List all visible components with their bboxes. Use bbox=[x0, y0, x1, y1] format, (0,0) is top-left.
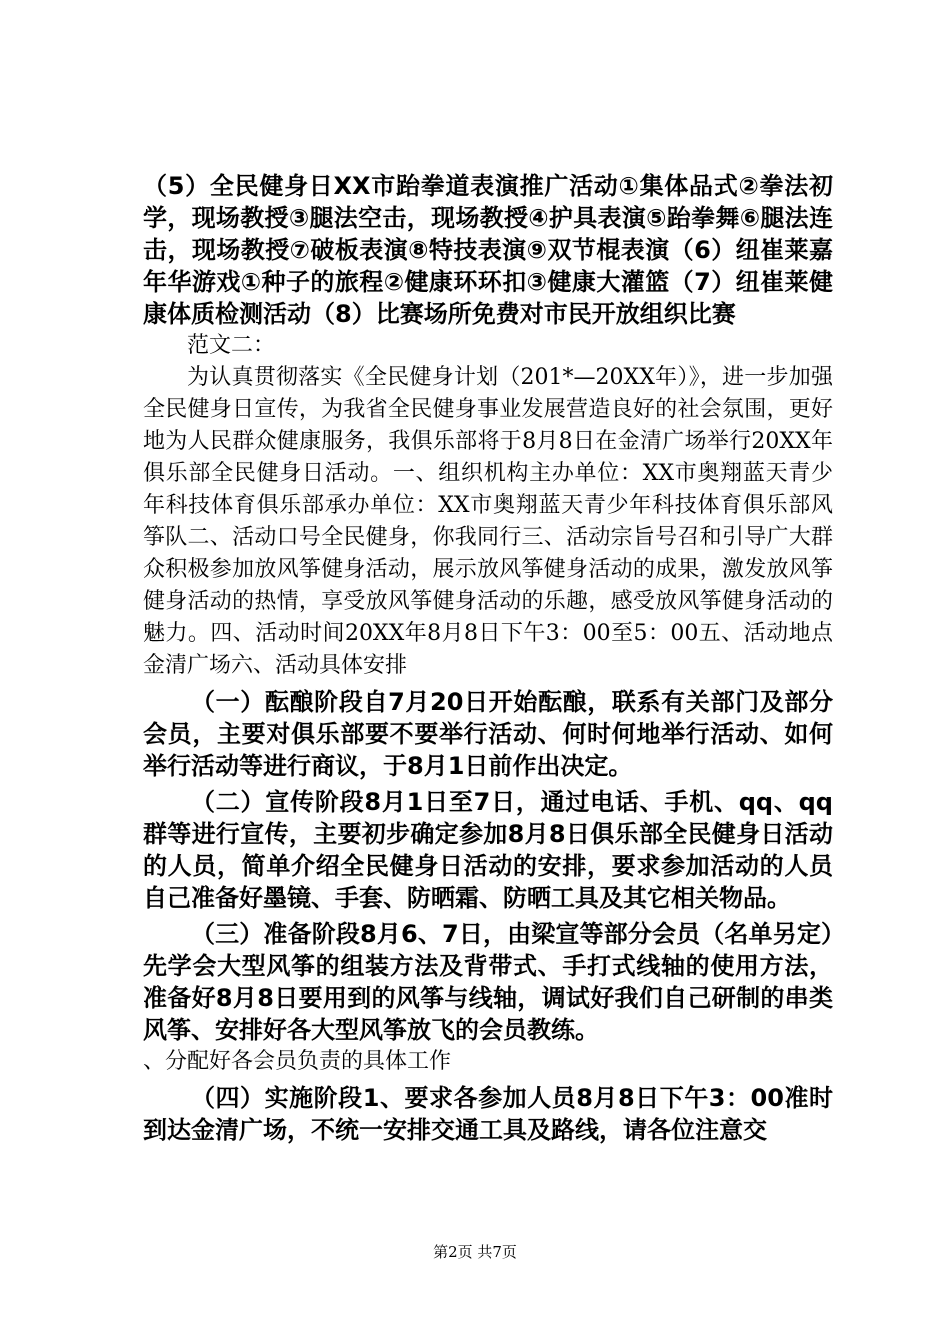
document-body bbox=[143, 170, 833, 1146]
paragraph-sample-two-heading: 范文二： bbox=[187, 333, 276, 358]
paragraph-stage-one-preparation: （一）酝酿阶段自7月20日开始酝酿，联系有关部门及部分会员，主要对俱乐部要不要举行活动、何时何地举行活动、如何举行活动等进行商议，于8月1日前作出决定。 bbox=[143, 688, 833, 780]
paragraph-assign-duties: 、分配好各会员负责的具体工作 bbox=[143, 1049, 452, 1074]
paragraph-taekwondo-activities: （5）全民健身日XX市跆拳道表演推广活动①集体品式②拳法初学，现场教授③腿法空击，现场教授④护具表演⑤跆拳舞⑥腿法连击，现场教授⑦破板表演⑧特技表演⑨双节棍表演（6）纽崔莱嘉年华游戏①种子的旅程②健康环环扣③健康大灌篮（7）纽崔莱健康体质检测活动（8）比赛场所免费对市民开放组织比赛 bbox=[143, 172, 833, 328]
paragraph-kite-club-plan: 为认真贯彻落实《全民健身计划（201*—20XX年）》，进一步加强全民健身日宣传，为我省全民健身事业发展营造良好的社会氛围，更好地为人民群众健康服务，我俱乐部将于8月8日在金清广场举行20XX年俱乐部全民健身日活动。一、组织机构主办单位：XX市奥翔蓝天青少年科技体育俱乐部承办单位：XX市奥翔蓝天青少年科技体育俱乐部风筝队二、活动口号全民健身，你我同行三、活动宗旨号召和引导广大群众积极参加放风筝健身活动，展示放风筝健身活动的成果，激发放风筝健身活动的热情，享受放风筝健身活动的乐趣，感受放风筝健身活动的魅力。四、活动时间20XX年8月8日下午3：00至5：00五、活动地点金清广场六、活动具体安排 bbox=[143, 365, 833, 678]
page-number-footer: 第2页 共7页 bbox=[433, 1243, 517, 1261]
paragraph-stage-three-preparation: （三）准备阶段8月6、7日，由梁宣等部分会员（名单另定）先学会大型风筝的组装方法及背带式、手打式线轴的使用方法，准备好8月8日要用到的风筝与线轴，调试好我们自己研制的串类风筝、安排好各大型风筝放飞的会员教练。 bbox=[143, 920, 833, 1044]
paragraph-stage-four-implementation: （四）实施阶段1、要求各参加人员8月8日下午3：00准时到达金清广场，不统一安排交通工具及路线，请各位注意交 bbox=[143, 1084, 833, 1144]
paragraph-stage-two-publicity: （二）宣传阶段8月1日至7日，通过电话、手机、qq、qq群等进行宣传，主要初步确定参加8月8日俱乐部全民健身日活动的人员，简单介绍全民健身日活动的安排，要求参加活动的人员自己准备好墨镜、手套、防晒霜、防晒工具及其它相关物品。 bbox=[143, 788, 833, 912]
